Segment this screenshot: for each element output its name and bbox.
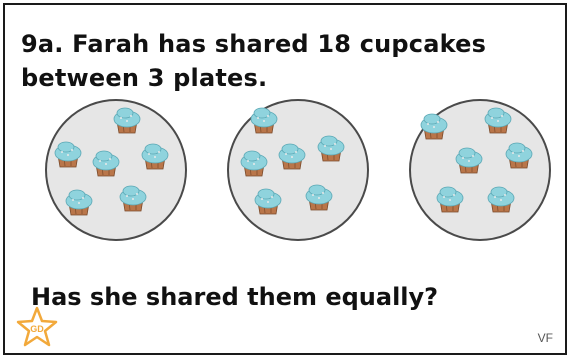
star-icon <box>15 305 59 349</box>
prompt-question: Has she shared them equally? <box>31 283 439 311</box>
question-line-2: between 3 plates. <box>21 64 268 92</box>
plate-1 <box>45 99 187 241</box>
plate-3 <box>409 99 551 241</box>
plate-1-graphic <box>45 99 187 245</box>
plate-2-graphic <box>227 99 369 245</box>
question-line-1: 9a. Farah has shared 18 cupcakes <box>21 30 487 58</box>
plate-3-graphic <box>409 99 551 245</box>
footer-code: VF <box>537 331 553 345</box>
plates-row <box>5 99 569 249</box>
star-label: GD <box>30 324 44 334</box>
question-card <box>3 3 567 355</box>
plate-2 <box>227 99 369 241</box>
question-text <box>21 27 486 95</box>
